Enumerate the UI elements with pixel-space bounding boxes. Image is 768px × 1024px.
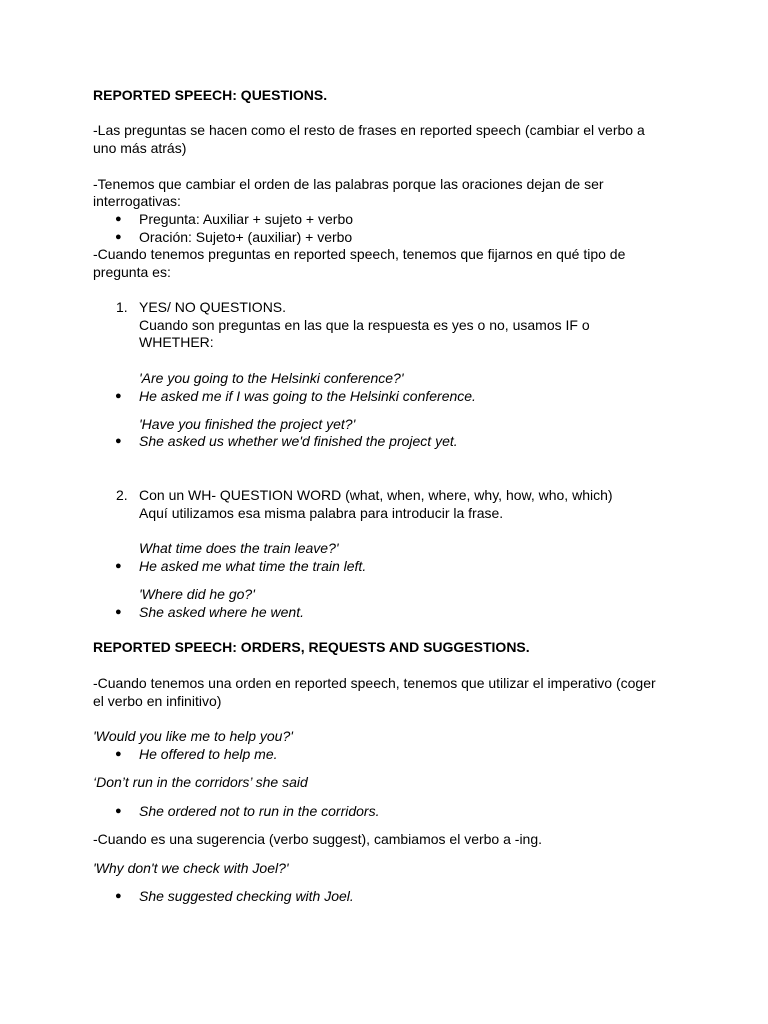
paragraph-type-line: pregunta es: <box>93 264 171 280</box>
item-title: YES/ NO QUESTIONS. <box>139 299 287 315</box>
example-question: 'Have you finished the project yet?' <box>139 416 356 432</box>
bullet-icon: ● <box>115 231 122 243</box>
example-answer: She suggested checking with Joel. <box>139 888 354 904</box>
list-number: 2. <box>116 487 128 503</box>
example-question: 'Are you going to the Helsinki conference?' <box>139 370 404 386</box>
paragraph-intro-line: uno más atrás) <box>93 140 187 156</box>
example-question: 'Where did he go?' <box>139 586 255 602</box>
bullet-icon: ● <box>115 213 122 225</box>
example-answer: She asked us whether we'd finished the project yet. <box>139 433 458 449</box>
example-question: 'Would you like me to help you?' <box>93 728 293 744</box>
item-description: WHETHER: <box>139 334 214 350</box>
bullet-icon: ● <box>115 390 122 402</box>
paragraph-order-line: interrogativas: <box>93 193 181 209</box>
section-heading-orders: REPORTED SPEECH: ORDERS, REQUESTS AND SUGGESTIONS. <box>93 639 530 655</box>
bullet-icon: ● <box>115 606 122 618</box>
bullet-icon: ● <box>115 560 122 572</box>
bullet-icon: ● <box>115 748 122 760</box>
paragraph-suggest-line: -Cuando es una sugerencia (verbo suggest), cambiamos el verbo a -ing. <box>93 831 543 847</box>
example-answer: She ordered not to run in the corridors. <box>139 803 380 819</box>
example-answer: He asked me if I was going to the Helsinki conference. <box>139 388 476 404</box>
list-item: Oración: Sujeto+ (auxiliar) + verbo <box>139 229 353 245</box>
paragraph-orders-line: el verbo en infinitivo) <box>93 693 222 709</box>
example-answer: He offered to help me. <box>139 746 278 762</box>
list-number: 1. <box>116 299 128 315</box>
paragraph-orders-line: -Cuando tenemos una orden en reported speech, tenemos que utilizar el imperativo (coger <box>93 675 656 691</box>
example-answer: She asked where he went. <box>139 604 304 620</box>
bullet-icon: ● <box>115 435 122 447</box>
item-description: Cuando son preguntas en las que la respuesta es yes o no, usamos IF o <box>139 317 590 333</box>
paragraph-type-line: -Cuando tenemos preguntas en reported speech, tenemos que fijarnos en qué tipo de <box>93 246 626 262</box>
paragraph-order-line: -Tenemos que cambiar el orden de las palabras porque las oraciones dejan de ser <box>93 176 604 192</box>
example-question: What time does the train leave?' <box>139 540 339 556</box>
item-description: Aquí utilizamos esa misma palabra para introducir la frase. <box>139 505 504 521</box>
list-item: Pregunta: Auxiliar + sujeto + verbo <box>139 211 354 227</box>
example-question: 'Why don't we check with Joel?' <box>93 860 289 876</box>
item-title: Con un WH- QUESTION WORD (what, when, where, why, how, who, which) <box>139 487 613 503</box>
section-heading-questions: REPORTED SPEECH: QUESTIONS. <box>93 87 328 103</box>
bullet-icon: ● <box>115 890 122 902</box>
example-question: ‘Don’t run in the corridors’ she said <box>93 774 308 790</box>
example-answer: He asked me what time the train left. <box>139 558 367 574</box>
bullet-icon: ● <box>115 805 122 817</box>
paragraph-intro-line: -Las preguntas se hacen como el resto de frases en reported speech (cambiar el verbo a <box>93 122 645 138</box>
